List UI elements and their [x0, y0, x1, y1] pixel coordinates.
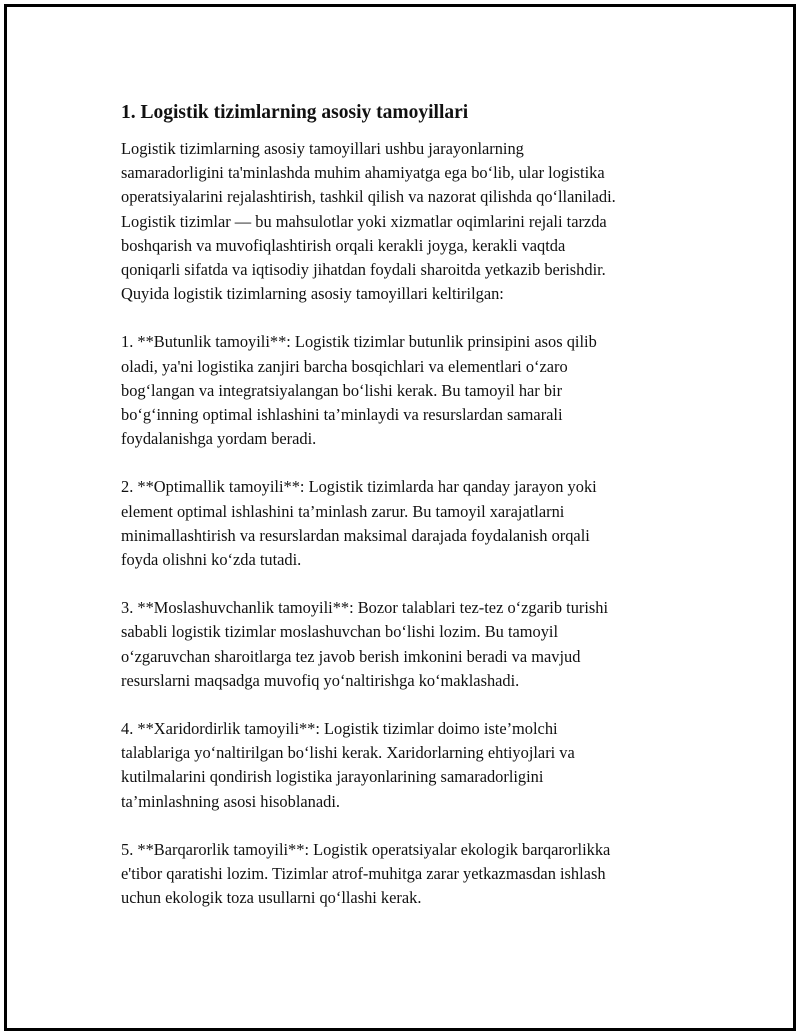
- text-line: Logistik tizimlar — bu mahsulotlar yoki xizmatlar oqimlarini rejali tarzda: [121, 211, 607, 231]
- text-line: element optimal ishlashini ta’minlash zarur. Bu tamoyil xarajatlarni: [121, 501, 565, 521]
- text-line: e'tibor qaratishi lozim. Tizimlar atrof-muhitga zarar yetkazmasdan ishlash: [121, 864, 606, 884]
- principle-paragraph-optimallik: [121, 475, 701, 572]
- document-body: [121, 99, 701, 934]
- text-line: oladi, ya'ni logistika zanjiri barcha bosqichlari va elementlari oʻzaro: [121, 356, 568, 376]
- text-line: foyda olishni koʻzda tutadi.: [121, 550, 302, 570]
- principle-paragraph-barqarorlik: [121, 838, 701, 911]
- text-line: operatsiyalarini rejalashtirish, tashkil qilish va nazorat qilishda qoʻllaniladi.: [121, 187, 616, 207]
- text-line: 5. **Barqarorlik tamoyili**: Logistik operatsiyalar ekologik barqarorlikka: [121, 839, 611, 859]
- text-line: ta’minlashning asosi hisoblanadi.: [121, 791, 340, 811]
- text-line: uchun ekologik toza usullarni qoʻllashi kerak.: [121, 888, 422, 908]
- principle-paragraph-moslashuvchanlik: [121, 596, 701, 693]
- intro-paragraph: [121, 137, 701, 306]
- principle-paragraph-xaridordirlik: [121, 717, 701, 814]
- document-page: [4, 4, 796, 1031]
- text-line: foydalanishga yordam beradi.: [121, 429, 317, 449]
- text-line: 1. **Butunlik tamoyili**: Logistik tizimlar butunlik prinsipini asos qilib: [121, 332, 597, 352]
- text-line: resurslarni maqsadga muvofiq yoʻnaltirishga koʻmaklashadi.: [121, 670, 520, 690]
- text-line: 4. **Xaridordirlik tamoyili**: Logistik tizimlar doimo iste’molchi: [121, 719, 558, 739]
- text-line: samaradorligini ta'minlashda muhim ahamiyatga ega boʻlib, ular logistika: [121, 163, 605, 183]
- text-line: Logistik tizimlarning asosiy tamoyillari ushbu jarayonlarning: [121, 139, 524, 158]
- text-line: qoniqarli sifatda va iqtisodiy jihatdan foydali sharoitda yetkazib berishdir.: [121, 260, 606, 280]
- text-line: oʻzgaruvchan sharoitlarga tez javob berish imkonini beradi va mavjud: [121, 646, 581, 666]
- principle-paragraph-butunlik: [121, 330, 701, 451]
- text-line: talablariga yoʻnaltirilgan boʻlishi kerak. Xaridorlarning ehtiyojlari va: [121, 743, 575, 763]
- text-line: 3. **Moslashuvchanlik tamoyili**: Bozor talablari tez-tez oʻzgarib turishi: [121, 598, 609, 618]
- text-line: boʻgʻinning optimal ishlashini ta’minlaydi va resurslardan samarali: [121, 405, 563, 425]
- text-line: bogʻlangan va integratsiyalangan boʻlishi kerak. Bu tamoyil har bir: [121, 380, 563, 400]
- text-line: 2. **Optimallik tamoyili**: Logistik tizimlarda har qanday jarayon yoki: [121, 477, 597, 497]
- text-line: minimallashtirish va resurslardan maksimal darajada foydalanish orqali: [121, 525, 590, 545]
- text-line: sababli logistik tizimlar moslashuvchan boʻlishi lozim. Bu tamoyil: [121, 622, 559, 642]
- text-line: kutilmalarini qondirish logistika jarayonlarining samaradorligini: [121, 767, 544, 787]
- text-line: Quyida logistik tizimlarning asosiy tamoyillari keltirilgan:: [121, 284, 504, 304]
- text-line: boshqarish va muvofiqlashtirish orqali kerakli joyga, kerakli vaqtda: [121, 235, 566, 255]
- section-heading: 1. Logistik tizimlarning asosiy tamoyillari: [121, 102, 469, 123]
